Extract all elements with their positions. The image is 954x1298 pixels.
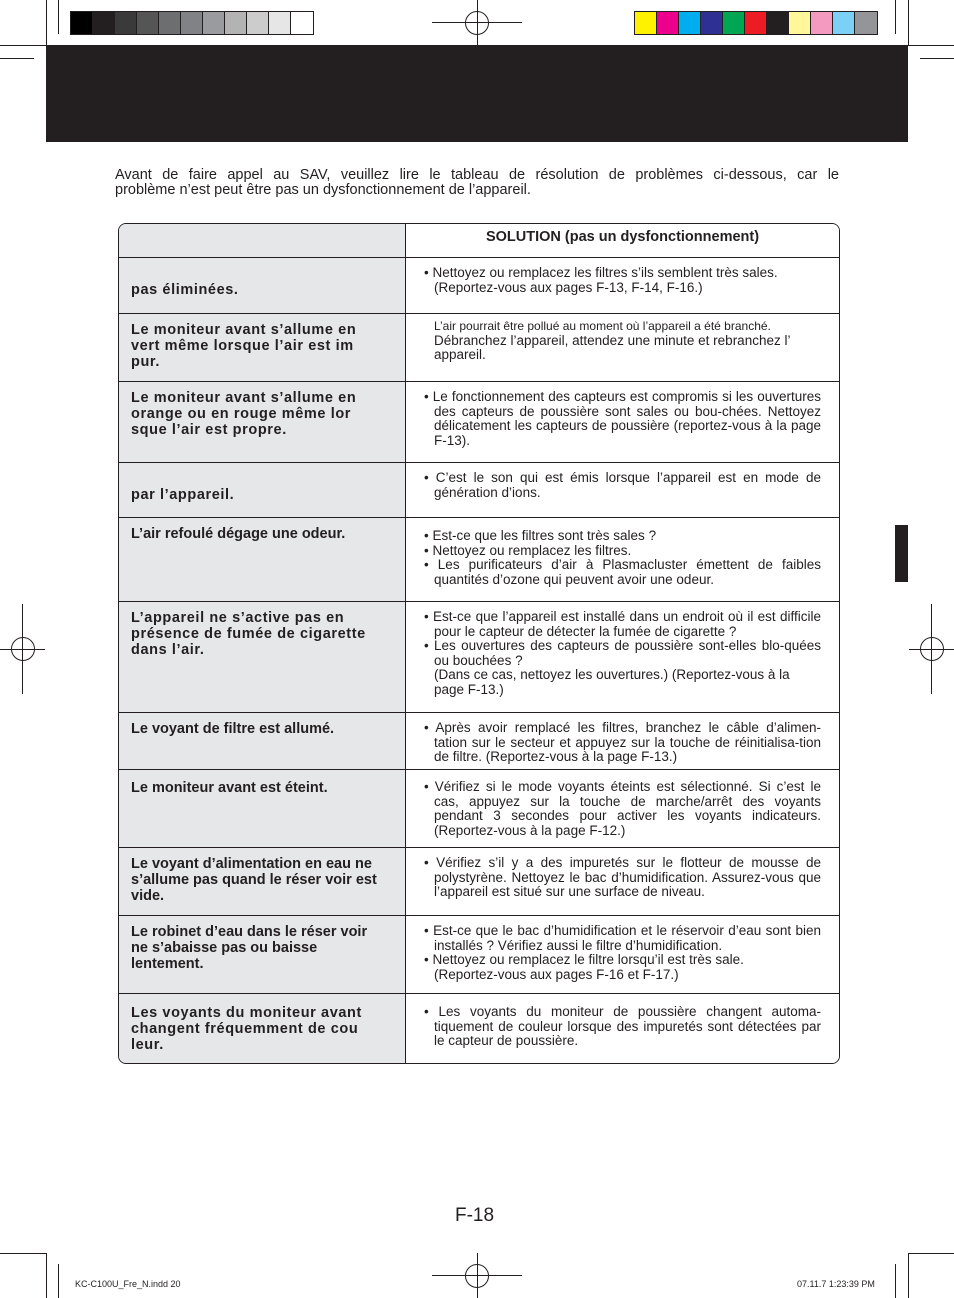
table-row: [119, 848, 839, 916]
crop-mark: [895, 0, 896, 34]
crop-mark: [58, 1264, 59, 1298]
solution-item: • Est-ce que l’appareil est installé dans un endroit où il est difficile pour le capteur de détecter la fumée de cigarette ?: [424, 609, 821, 639]
crop-mark: [908, 1253, 954, 1254]
registration-circle: [11, 637, 35, 661]
intro-line: problème n’est peut être pas un dysfonctionnement de l’appareil.: [115, 182, 531, 198]
problem-text: Le robinet d’eau dans le réser voir ne s’abaisse pas ou baisse lentement.: [131, 924, 368, 972]
problem-text: par l’appareil.: [131, 487, 235, 503]
section-tab: [895, 525, 908, 582]
crop-mark: [58, 0, 59, 34]
crop-mark: [0, 58, 34, 59]
intro-paragraph: [115, 168, 839, 198]
problem-text: Le moniteur avant est éteint.: [131, 780, 328, 796]
solution-item: • Après avoir remplacé les filtres, branchez le câble d’alimen-tation sur le secteur et appuyez sur la touche de réinitialisa-tion de filtre. (Reportez-vous à la page F-13.): [424, 720, 821, 765]
solution-item: Débranchez l’appareil, attendez une minute et rebranchez l’ appareil.: [434, 332, 790, 363]
registration-circle: [465, 11, 489, 35]
color-swatch: [247, 12, 269, 34]
table-header-row: [119, 224, 839, 258]
crop-mark: [908, 1253, 909, 1298]
color-swatch: [745, 12, 767, 34]
solution-item: • Les purificateurs d’air à Plasmacluster émettent de faibles quantités d’ozone qui peuvent avoir une odeur.: [424, 557, 821, 587]
color-swatch: [203, 12, 225, 34]
problem-text: Les voyants du moniteur avant changent fréquemment de cou leur.: [131, 1005, 362, 1053]
color-swatch: [93, 12, 115, 34]
color-swatch: [181, 12, 203, 34]
solution-item: • Les voyants du moniteur de poussière changent automa-tiquement de couleur lorsque des impuretés sont détectées par le capteur de poussière.: [424, 1004, 821, 1049]
color-swatch: [71, 12, 93, 34]
crop-mark: [0, 1253, 46, 1254]
color-swatch: [269, 12, 291, 34]
process-color-bar: [634, 11, 878, 35]
color-swatch: [225, 12, 247, 34]
table-row: [119, 518, 839, 602]
crop-mark: [908, 45, 954, 46]
table-row: [119, 994, 839, 1063]
color-swatch: [159, 12, 181, 34]
problem-text: Le voyant de filtre est allumé.: [131, 721, 335, 737]
table-row: [119, 314, 839, 382]
color-swatch: [701, 12, 723, 34]
crop-mark: [895, 1264, 896, 1298]
problem-header-cell: [119, 224, 406, 258]
problem-text: Le moniteur avant s’allume en vert même lorsque l’air est im pur.: [131, 322, 357, 370]
color-swatch: [657, 12, 679, 34]
solution-item: • Nettoyez ou remplacez les filtres s’ils semblent très sales.: [424, 265, 778, 280]
registration-circle: [920, 637, 944, 661]
footer-filename: KC-C100U_Fre_N.indd 20: [75, 1279, 181, 1289]
crop-mark: [0, 45, 46, 46]
footer-timestamp: 07.11.7 1:23:39 PM: [797, 1279, 875, 1289]
problem-text: Le voyant d’alimentation en eau ne s’allume pas quand le réser voir est vide.: [131, 856, 377, 904]
troubleshooting-table: [118, 223, 840, 1064]
problem-text: L’appareil ne s’active pas en présence de fumée de cigarette dans l’air.: [131, 610, 366, 658]
solution-header: SOLUTION (pas un dysfonctionnement): [485, 229, 760, 245]
page-header-band: [46, 45, 908, 142]
solution-item: • Vérifiez si le mode voyants éteints est sélectionné. Si c’est le cas, appuyez sur la touche de marche/arrêt des voyants pendant 3 secondes pour activer les voyants indicateurs. (Reportez-vous à la page F-12.): [424, 779, 821, 838]
solution-item: (Reportez-vous aux pages F-16 et F-17.): [434, 966, 679, 982]
table-row: [119, 382, 839, 463]
crop-mark: [920, 58, 954, 59]
solution-item: • C’est le son qui est émis lorsque l’appareil est en mode de génération d’ions.: [424, 470, 821, 500]
color-swatch: [723, 12, 745, 34]
registration-circle: [465, 1264, 489, 1288]
color-swatch: [811, 12, 833, 34]
solution-item: • Est-ce que le bac d’humidification et le réservoir d’eau sont bien installés ? Vérifiez aussi le filtre d’humidification.: [424, 923, 821, 953]
solution-item: • Nettoyez ou remplacez les filtres.: [424, 542, 632, 558]
solution-item: • Les ouvertures des capteurs de poussière sont-elles blo-quées ou bouchées ?: [424, 638, 821, 668]
color-swatch: [137, 12, 159, 34]
table-row: [119, 770, 839, 848]
problem-text: pas éliminées.: [131, 282, 239, 298]
solution-item: • Le fonctionnement des capteurs est compromis si les ouvertures des capteurs de poussière sont sales ou bou-chées. Nettoyez délicatement les capteurs de poussière (reportez-vous à la page F-13).: [424, 389, 821, 448]
table-row: [119, 916, 839, 994]
table-row: [119, 463, 839, 518]
solution-item: • Est-ce que les filtres sont très sales ?: [424, 528, 657, 543]
problem-text: L’air refoulé dégage une odeur.: [131, 526, 346, 542]
solution-item: L’air pourrait être pollué au moment où l’appareil a été branché.: [434, 319, 771, 333]
color-swatch: [115, 12, 137, 34]
crop-mark: [46, 0, 47, 45]
solution-item: (Reportez-vous aux pages F-13, F-14, F-16.): [434, 279, 703, 295]
color-swatch: [635, 12, 657, 34]
color-swatch: [789, 12, 811, 34]
solution-item: (Dans ce cas, nettoyez les ouvertures.) (Reportez-vous à la page F-13.): [434, 667, 790, 697]
crop-mark: [46, 1253, 47, 1298]
page-number: F-18: [455, 1205, 495, 1226]
table-row: [119, 602, 839, 713]
color-swatch: [679, 12, 701, 34]
color-swatch: [767, 12, 789, 34]
solution-item: • Vérifiez s’il y a des impuretés sur le flotteur de mousse de polystyrène. Nettoyez le bac d’humidification. Assurez-vous que l’appareil est situé sur une surface de niveau.: [424, 855, 821, 900]
color-swatch: [291, 12, 313, 34]
crop-mark: [908, 0, 909, 45]
table-row: [119, 258, 839, 314]
table-row: [119, 713, 839, 770]
solution-item: • Nettoyez ou remplacez le filtre lorsqu’il est très sale.: [424, 952, 744, 968]
solution-header-cell: [406, 224, 839, 258]
grayscale-color-bar: [70, 11, 314, 35]
color-swatch: [855, 12, 877, 34]
problem-text: Le moniteur avant s’allume en orange ou en rouge même lor sque l’air est propre.: [131, 390, 357, 438]
color-swatch: [833, 12, 855, 34]
intro-line: Avant de faire appel au SAV, veuillez lire le tableau de résolution de problèmes ci-dessous, car le: [115, 167, 839, 183]
